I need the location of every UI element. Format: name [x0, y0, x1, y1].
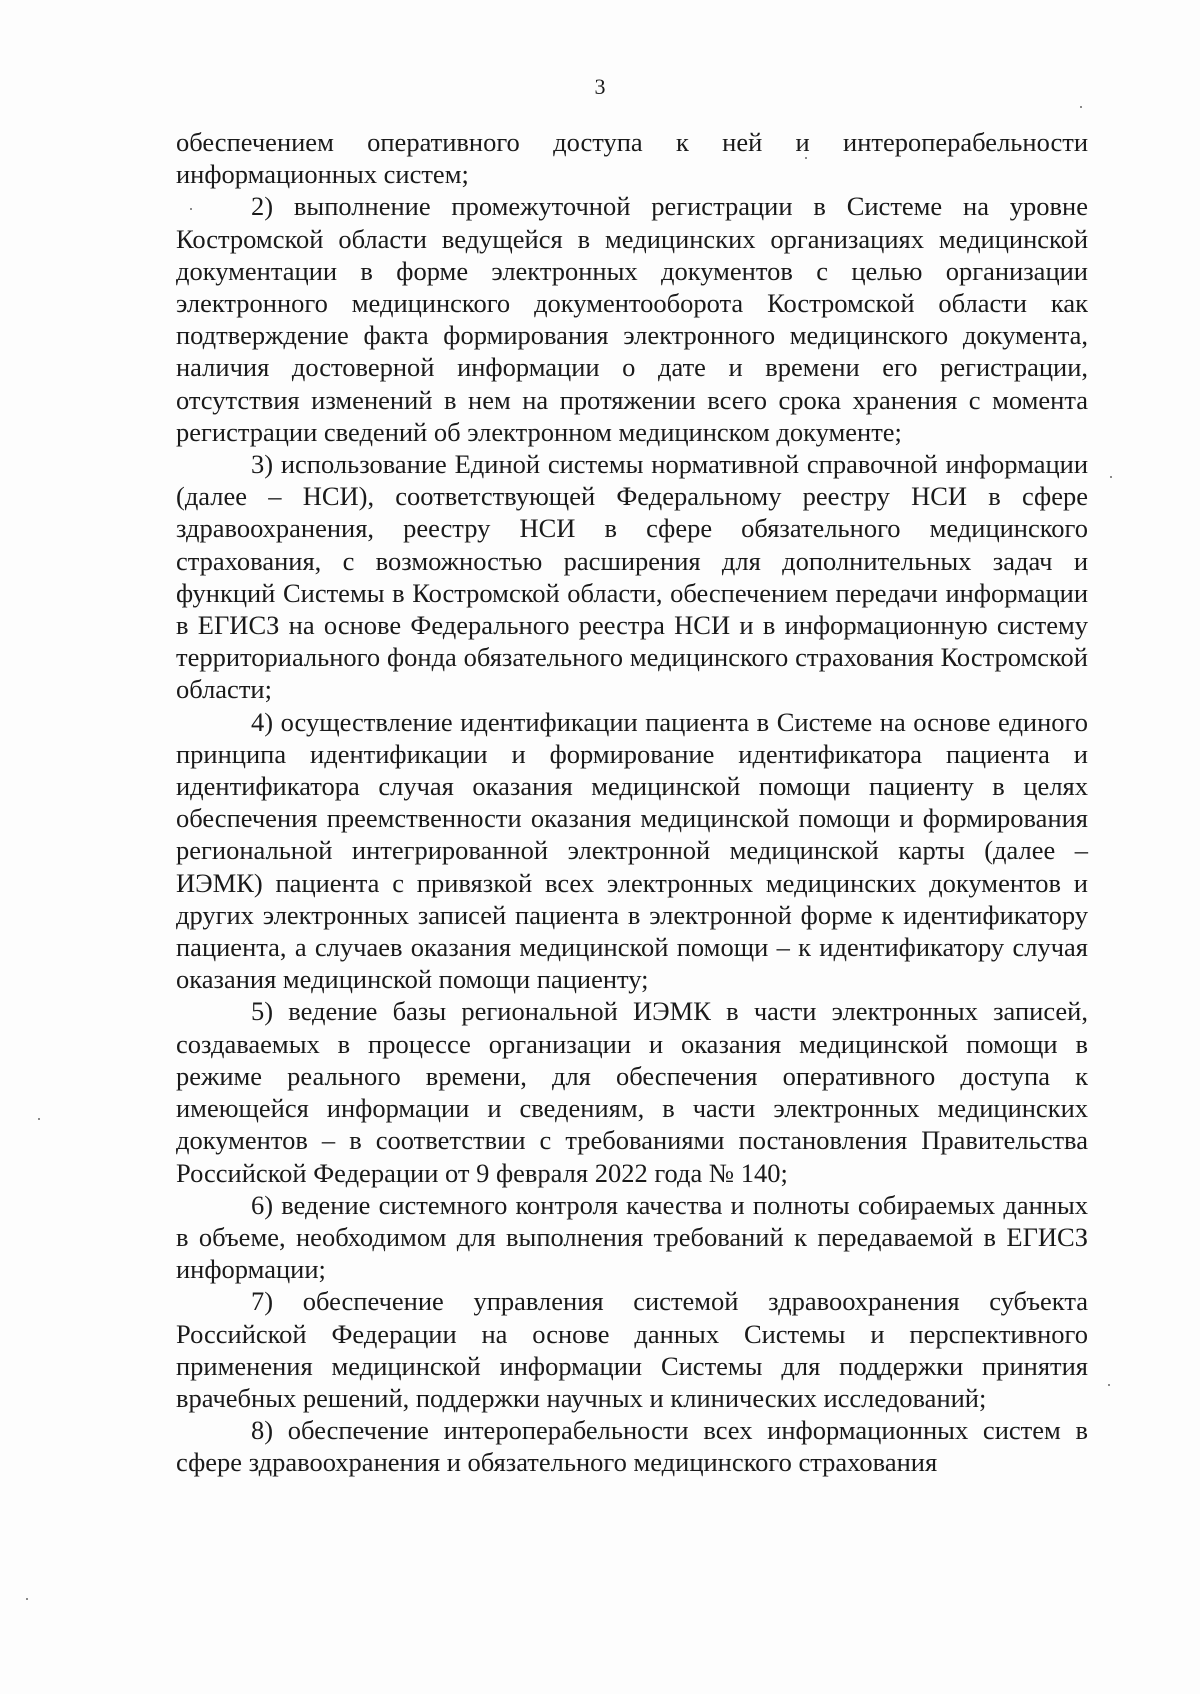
paragraph-item-7: 7) обеспечение управления системой здравоохранения субъекта Российской Федерации на основе данных Системы и перспективного применения медицинской информации Системы для поддержки принятия врачебных решений, поддержки научных и клинических исследований;: [176, 1286, 1088, 1413]
paragraph-item-2: 2) выполнение промежуточной регистрации в Системе на уровне Костромской области ведущейся в медицинских организациях медицинской документации в форме электронных документов с целью организации электронного медицинского документооборота Костромской области как подтверждение факта формирования электронного медицинского документа, наличия достоверной информации о дате и времени его регистрации, отсутствия изменений в нем на протяжении всего срока хранения с момента регистрации сведений об электронном медицинском документе;: [176, 191, 1088, 447]
paragraph-item-3: 3) использование Единой системы нормативной справочной информации (далее – НСИ), соответствующей Федеральному реестру НСИ в сфере здравоохранения, реестру НСИ в сфере обязательного медицинского страхования, с возможностью расширения для дополнительных задач и функций Системы в Костромской области, обеспечением передачи информации в ЕГИСЗ на основе Федерального реестра НСИ и в информационную систему территориального фонда обязательного медицинского страхования Костромской области;: [176, 449, 1088, 705]
scan-speck: [805, 157, 807, 159]
scan-speck: [1108, 1384, 1110, 1386]
paragraph-item-5: 5) ведение базы региональной ИЭМК в части электронных записей, создаваемых в процессе организации и оказания медицинской помощи в режиме реального времени, для обеспечения оперативного доступа к имеющейся информации и сведениям, в части электронных медицинских документов – в соответствии с требованиями постановления Правительства Российской Федерации от 9 февраля 2022 года № 140;: [176, 996, 1088, 1188]
document-body: [176, 126, 1088, 1479]
paragraph-item-6: 6) ведение системного контроля качества и полноты собираемых данных в объеме, необходимом для выполнения требований к передаваемой в ЕГИСЗ информации;: [176, 1189, 1088, 1285]
scan-speck: [38, 1118, 40, 1120]
page-number: 3: [594, 74, 606, 99]
paragraph-continuation: обеспечением оперативного доступа к ней и интероперабельности информационных систем;: [176, 127, 1088, 190]
scan-speck: [1080, 106, 1082, 108]
scan-speck: [190, 208, 192, 210]
scan-speck: [26, 1598, 28, 1600]
paragraph-item-8: 8) обеспечение интероперабельности всех информационных систем в сфере здравоохранения и обязательного медицинского страхования: [176, 1415, 1088, 1478]
scan-speck: [1110, 476, 1112, 478]
paragraph-item-4: 4) осуществление идентификации пациента в Системе на основе единого принципа идентификации и формирование идентификатора пациента и идентификатора случая оказания медицинской помощи пациенту в целях обеспечения преемственности оказания медицинской помощи и формирования региональной интегрированной электронной медицинской карты (далее – ИЭМК) пациента с привязкой всех электронных медицинских документов и других электронных записей пациента в электронной форме к идентификатору пациента, а случаев оказания медицинской помощи – к идентификатору случая оказания медицинской помощи пациенту;: [176, 706, 1088, 995]
